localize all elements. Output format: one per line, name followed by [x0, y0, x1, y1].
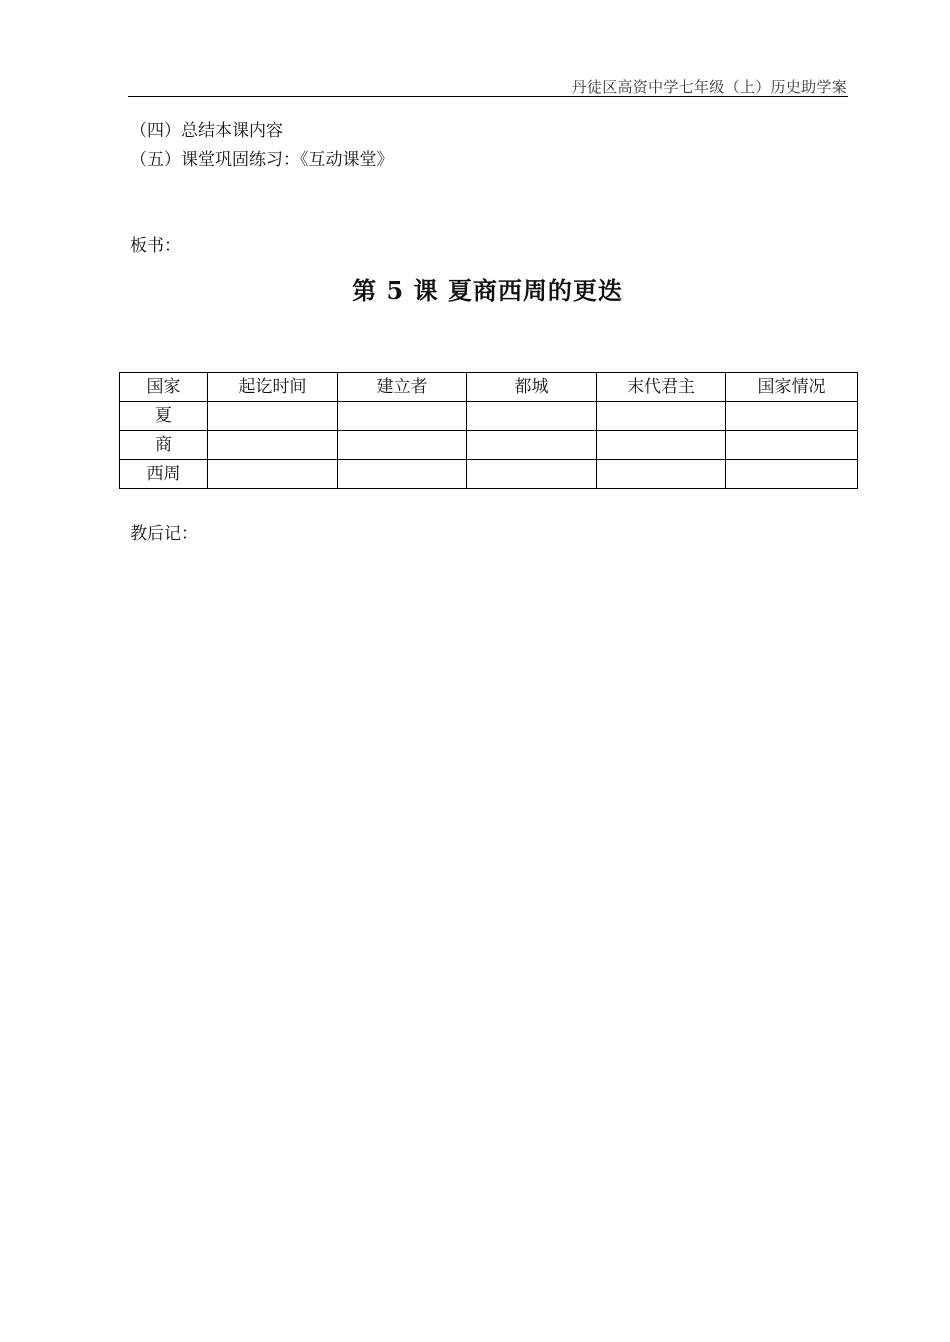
step-four-text: （四）总结本课内容	[130, 121, 283, 141]
column-header-last-ruler: 末代君主	[597, 373, 726, 402]
table-cell	[338, 402, 467, 431]
table-cell	[726, 402, 858, 431]
table-row	[120, 402, 858, 431]
table-cell	[726, 460, 858, 489]
table-cell	[597, 460, 726, 489]
table-cell	[597, 402, 726, 431]
board-label: 板书：	[130, 236, 181, 256]
table-cell	[208, 402, 338, 431]
row-label-shang: 商	[120, 431, 208, 460]
table-cell	[726, 431, 858, 460]
table-cell	[597, 431, 726, 460]
table-cell	[467, 402, 597, 431]
header-divider	[128, 96, 848, 97]
column-header-country: 国家	[120, 373, 208, 402]
table-cell	[338, 431, 467, 460]
step-five-text: （五）课堂巩固练习：《互动课堂》	[130, 150, 394, 170]
row-label-western-zhou: 西周	[120, 460, 208, 489]
column-header-capital: 都城	[467, 373, 597, 402]
column-header-period: 起讫时间	[208, 373, 338, 402]
table-header-row	[120, 373, 858, 402]
row-label-xia: 夏	[120, 402, 208, 431]
lesson-title: 第 5 课 夏商西周的更迭	[352, 276, 623, 305]
table-cell	[467, 431, 597, 460]
table-cell	[467, 460, 597, 489]
table-cell	[338, 460, 467, 489]
table-cell	[208, 460, 338, 489]
table-row	[120, 460, 858, 489]
table-cell	[208, 431, 338, 460]
column-header-founder: 建立者	[338, 373, 467, 402]
page-header-title: 丹徒区高资中学七年级（上）历史助学案	[571, 78, 847, 96]
after-class-notes-label: 教后记：	[130, 524, 198, 544]
column-header-situation: 国家情况	[726, 373, 858, 402]
table-row	[120, 431, 858, 460]
lesson-summary-table	[119, 372, 858, 489]
